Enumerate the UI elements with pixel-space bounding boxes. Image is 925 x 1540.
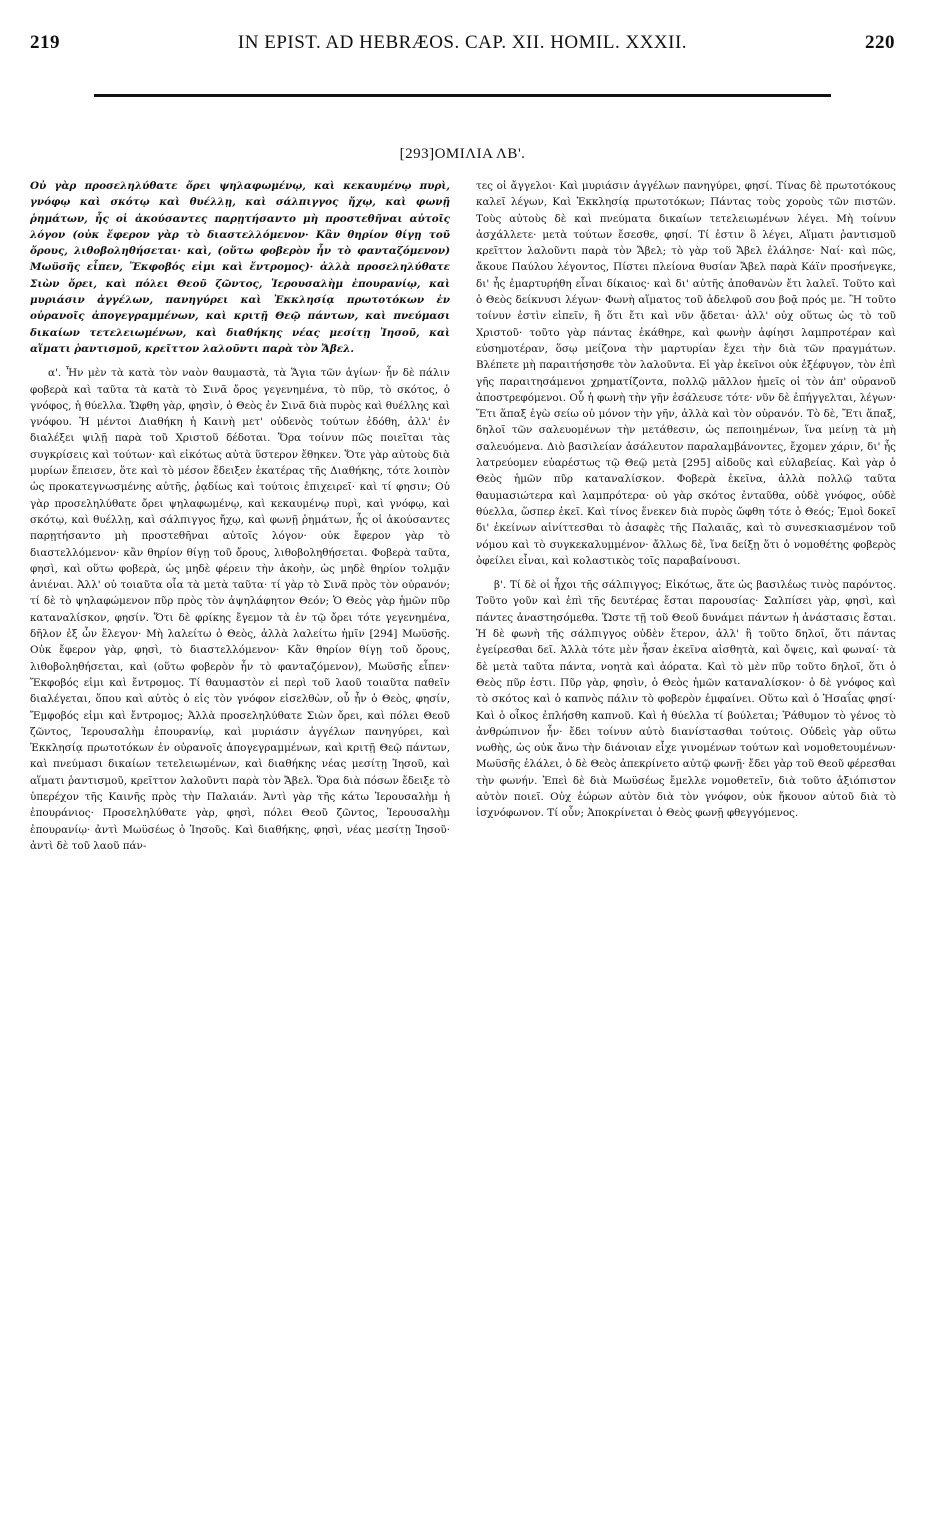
homily-title: ΟΜΙΛΙΑ ΛΒ'. bbox=[434, 146, 526, 162]
scripture-lemma: Οὐ γὰρ προσεληλύθατε ὄρει ψηλαφωμένῳ, καὶ κεκαυμένῳ πυρὶ, γνόφῳ καὶ σκότῳ καὶ θυέλλῃ, καὶ σάλπιγγος ἤχῳ, καὶ φωνῇ ῥημάτων, ἧς οἱ ἀκούσαντες παρῃτήσαντο μὴ προστεθῆναι αὐτοῖς λόγον (οὐκ ἔφερον γὰρ τὸ διαστελλόμενον· Κἂν θηρίον θίγῃ τοῦ ὄρους, λιθοβοληθήσεται· καὶ, (οὕτω φοβερὸν ἦν τὸ φανταζόμενον) Μωϋσῆς εἶπεν, Ἔκφοβός εἰμι καὶ ἔντρομος)· ἀλλὰ προσεληλύθατε Σιὼν ὄρει, καὶ πόλει Θεοῦ ζῶντος, Ἱερουσαλὴμ ἐπουρανίῳ, καὶ μυριάσιν ἀγγέλων, πανηγύρει καὶ Ἐκκλησίᾳ πρωτοτόκων ἐν οὐρανοῖς ἀπογεγραμμένων, καὶ κριτῇ Θεῷ πάντων, καὶ πνεύμασι δικαίων τετελειωμένων, καὶ διαθήκης νέας μεσίτῃ Ἰησοῦ, καὶ αἵματι ῥαντισμοῦ, κρεῖττον λαλοῦντι παρὰ τὸν Ἄβελ. bbox=[30, 180, 450, 355]
right-column bbox=[476, 178, 896, 822]
section-alpha: α'. Ἦν μὲν τὰ κατὰ τὸν ναὸν θαυμαστὰ, τὰ Ἅγια τῶν ἁγίων· ἦν δὲ πάλιν φοβερὰ καὶ ταῦτα τὰ κατὰ τὸ Σινᾶ ὄρος γεγενημένα, τὸ πῦρ, τὸ σκότος, ὁ γνόφος, ἡ θύελλα. Ὤφθη γὰρ, φησὶν, ὁ Θεὸς ἐν Σινᾶ διὰ πυρὸς καὶ θυέλλης καὶ γνόφου. Ἡ μέντοι Διαθήκη ἡ Καινὴ μετ' οὐδενὸς τούτων ἐδόθη, ἀλλ' ἐν διαλέξει ψιλῇ παρὰ τοῦ Χριστοῦ δέδοται. Ὅρα τοίνυν πῶς ποιεῖται τὰς συγκρίσεις καὶ τούτων· καὶ εἰκότως αὐτὰ ὕστερον ἔθηκεν. Ὅτε γὰρ αὐτοὺς διὰ μυρίων ἔπεισεν, ὅτε καὶ τὸ μέσον ἔδειξεν ἑκατέρας τῆς Διαθήκης, τότε λοιπὸν ὡς προκατεγνωσμένης αὐτῆς, ῥᾳδίως καὶ τούτοις ἐπιχειρεῖ· καὶ τί φησιν; Οὐ γὰρ προσεληλύθατε ὄρει ψηλαφωμένῳ, καὶ κεκαυμένῳ πυρὶ, καὶ γνόφῳ, καὶ σκότῳ, καὶ θυέλλῃ, καὶ σάλπιγγος ἤχῳ, καὶ φωνῇ ῥημάτων, ἧς οἱ ἀκούσαντες παρῃτήσαντο μὴ προστεθῆναι αὐτοῖς λόγον· οὐκ ἔφερον γὰρ τὸ διαστελλόμενον· κἂν θηρίον θίγῃ τοῦ ὄρους, λιθοβοληθήσεται. Φοβερὰ ταῦτα, φησὶ, καὶ οὕτω φοβερὰ, ὡς μηδὲ φέρειν τὴν ἀκοὴν, ὡς μηδὲ θηρίον τολμᾷν ἀνιέναι. Ἀλλ' οὐ τοιαῦτα οἷα τὰ μετὰ ταῦτα· τί γὰρ τὸ Σινᾶ πρὸς τὸν οὐρανόν; τί δὲ τὸ ψηλαφώμενον πῦρ πρὸς τὸν ἀψηλάφητον Θεόν; Ὁ Θεὸς γὰρ ἡμῶν πῦρ καταναλίσκον, φησίν. Ὅτι δὲ φρίκης ἔγεμον τὰ ἐν τῷ ὄρει τότε γεγενημένα, δῆλον ἐξ ὧν ἔλεγον· Μὴ λαλείτω ὁ Θεὸς, ἀλλὰ λαλείτω ἡμῖν [294] Μωϋσῆς. Οὐκ ἔφερον γὰρ, φησὶ, τὸ διαστελλόμενον· Κἂν θηρίον θίγῃ τοῦ ὄρους, λιθοβοληθήσεται, καὶ (οὕτω φοβερὸν ἦν τὸ φανταζόμενον), Μωϋσῆς εἶπεν· Ἔκφοβός εἰμι καὶ ἔντρομος. Τί θαυμαστὸν εἰ περὶ τοῦ λαοῦ τοιαῦτα παθεῖν διαλέγεται, ὅπου καὶ αὐτὸς ὁ εἰς τὸν γνόφον εἰσελθὼν, οὗ ἦν ὁ Θεὸς, φησίν, Ἔμφοβός εἰμι καὶ ἔντρομος; Ἀλλὰ προσεληλύθατε Σιὼν ὄρει, καὶ πόλει Θεοῦ ζῶντος, Ἱερουσαλὴμ ἐπουρανίῳ, καὶ μυριάσιν ἀγγέλων πανηγύρει, καὶ Ἐκκλησίᾳ πρωτοτόκων ἐν οὐρανοῖς ἀπογεγραμμένων, καὶ κριτῇ Θεῷ πάντων, καὶ πνεύμασι δικαίων τετελειωμένων, καὶ διαθήκης νέας μεσίτῃ Ἰησοῦ, καὶ αἵματι ῥαντισμοῦ, κρεῖττον λαλοῦντι παρὰ τὸν Ἄβελ. Ὅρα διὰ πόσων ἔδειξε τὸ ὑπερέχον τῆς Καινῆς πρὸς τὴν Παλαιάν. Ἀντὶ γὰρ τῆς κάτω Ἱερουσαλὴμ ἡ ἐπουράνιος· Προσεληλύθατε γὰρ, φησὶ, πόλει Θεοῦ ζῶντος, Ἱερουσαλὴμ ἐπουρανίῳ· ἀντὶ Μωϋσέως ὁ Ἰησοῦς. Καὶ διαθήκης, φησὶ, νέας μεσίτῃ Ἰησοῦ· ἀντὶ δὲ τοῦ λαοῦ πάν- bbox=[30, 367, 450, 852]
running-header bbox=[30, 32, 895, 62]
homily-heading bbox=[0, 146, 925, 163]
left-column bbox=[30, 178, 450, 854]
section-beta: β'. Τί δὲ οἱ ἦχοι τῆς σάλπιγγος; Εἰκότως, ἅτε ὡς βασιλέως τινὸς παρόντος. Τοῦτο γοῦν καὶ ἐπὶ τῆς δευτέρας ἔσται παρουσίας· Σαλπίσει γὰρ, φησὶ, καὶ πάντες ἀναστησόμεθα. Ὥστε τῇ τοῦ Θεοῦ δυνάμει πάντων ἡ ἀνάστασις ἔσται. Ἡ δὲ φωνὴ τῆς σάλπιγγος οὐδὲν ἕτερον, ἀλλ' ἢ τοῦτο δηλοῖ, ὅτι πάντας ἐγείρεσθαι δεῖ. Ἀλλὰ τότε μὲν ἦσαν ἐκεῖνα αἰσθητὰ, καὶ ὄψεις, καὶ φωναί· τὰ δὲ μετὰ ταῦτα πάντα, νοητὰ καὶ ἀόρατα. Καὶ τὸ μὲν πῦρ τοῦτο δηλοῖ, ὅτι ὁ Θεὸς πῦρ ἐστι. Πῦρ γὰρ, φησὶν, ὁ Θεὸς ἡμῶν καταναλίσκον· ὁ δὲ γνόφος καὶ τὸ σκότος καὶ ὁ καπνὸς πάλιν τὸ φοβερὸν ἐμφαίνει. Οὕτω καὶ ὁ Ἡσαΐας φησί· Καὶ ὁ οἶκος ἐπλήσθη καπνοῦ. Καὶ ἡ θύελλα τί βούλεται; Ῥάθυμον τὸ γένος τὸ ἀνθρώπινον ἦν· ἔδει τοίνυν αὐτὸ διανίστασθαι τούτοις. Οὐδεὶς γὰρ οὕτω νωθὴς, ὡς οὐκ ἄνω τὴν διάνοιαν εἶχε γινομένων τούτων καὶ νομοθετουμένων· Μωϋσῆς ἐλάλει, ὁ δὲ Θεὸς ἀπεκρίνετο αὐτῷ φωνῇ· ἔδει γὰρ τοῦ Θεοῦ φέρεσθαι τὴν φωνήν. Ἐπεὶ δὲ διὰ Μωϋσέως ἔμελλε νομοθετεῖν, διὰ τοῦτο ἀξιόπιστον αὐτὸν ποιεῖ. Οὐχ ἑώρων αὐτὸν διὰ τὸν γνόφον, οὐκ ἤκουον αὐτοῦ διὰ τὸ ἰσχνόφωνον. Τί οὖν; Ἀποκρίνεται ὁ Θεὸς φωνῇ φθεγγόμενος. bbox=[476, 579, 896, 820]
continuation-paragraph: τες οἱ ἄγγελοι· Καὶ μυριάσιν ἀγγέλων πανηγύρει, φησί. Τίνας δὲ πρωτοτόκους καλεῖ λέγων, Καὶ Ἐκκλησίᾳ πρωτοτόκων; Πάντας τοὺς χοροὺς τῶν πιστῶν. Τοὺς αὐτοὺς δὲ καὶ πνεύματα δικαίων τετελειωμένων λέγει. Μὴ τοίνυν ἀσχάλλετε· μετὰ τούτων ἔσεσθε, φησί. Τί ἐστιν ὃ λέγει, Αἵματι ῥαντισμοῦ κρεῖττον λαλοῦντι παρὰ τὸν Ἄβελ; τὸ γὰρ τοῦ Ἄβελ ἐλάλησε· Ναί· καὶ πῶς, ἄκουε Παύλου λέγοντος, Πίστει πλείονα θυσίαν Ἄβελ παρὰ Κάϊν προσήνεγκε, δι' ἧς ἐμαρτυρήθη εἶναι δίκαιος· καὶ δι' αὐτῆς ἀποθανὼν ἔτι λαλεῖ. Τοῦτο καὶ ὁ Θεὸς δείκνυσι λέγων· Φωνὴ αἵματος τοῦ ἀδελφοῦ σου βοᾷ πρός με. Ἢ τοῦτο τοίνυν ἐστὶν εἰπεῖν, ἢ ὅτι ἔτι καὶ νῦν ᾄδεται· ἀλλ' οὐχ οὕτως ὡς τὸ τοῦ Χριστοῦ· τοῦτο γὰρ πάντας ἐκάθηρε, καὶ φωνὴν ἀφίησι λαμπροτέραν καὶ εὐσημοτέραν, ὅσῳ μείζονα τὴν μαρτυρίαν ἔχει τὴν διὰ τῶν πραγμάτων. Βλέπετε μὴ παραιτήσησθε τὸν λαλοῦντα. Εἰ γὰρ ἐκεῖνοι οὐκ ἐξέφυγον, τὸν ἐπὶ γῆς παραιτησάμενοι χρηματίζοντα, πολλῷ μᾶλλον ἡμεῖς οἱ τὸν ἀπ' οὐρανοῦ ἀποστρεφόμενοι. Οὗ ἡ φωνὴ τὴν γῆν ἐσάλευσε τότε· νῦν δὲ ἐπήγγελται, λέγων· Ἔτι ἅπαξ ἐγὼ σείω οὐ μόνον τὴν γῆν, ἀλλὰ καὶ τὸν οὐρανόν. Τὸ δὲ, Ἔτι ἅπαξ, δηλοῖ τῶν σαλευομένων τὴν μετάθεσιν, ὡς πεποιημένων, ἵνα μείνῃ τὰ μὴ σαλευόμενα. Διὸ βασιλείαν ἀσάλευτον παραλαμβάνοντες, ἔχομεν χάριν, δι' ἧς λατρεύομεν εὐαρέστως τῷ Θεῷ μετὰ [295] αἰδοῦς καὶ εὐλαβείας. Καὶ γὰρ ὁ Θεὸς ἡμῶν πῦρ καταναλίσκον. Φοβερὰ ἐκεῖνα, ἀλλὰ πολλῷ ταῦτα θαυμασιώτερα καὶ λαμπρότερα· οὐ γὰρ σκότος ἐνταῦθα, οὐδὲ γνόφος, οὐδὲ θύελλα, ὥσπερ ἐκεῖ. Καὶ τίνος ἕνεκεν διὰ πυρὸς ὤφθη τότε ὁ Θεός; Ἐμοὶ δοκεῖ δι' ἐκείνων αἰνίττεσθαι τὸ ἀσαφὲς τῆς Παλαιᾶς, καὶ τὸ συνεσκιασμένον τοῦ νόμου καὶ τὸ συγκεκαλυμμένον· ἄλλως δὲ, ἵνα δείξῃ ὅτι ὁ νομοθέτης φοβερὸς ὀφείλει εἶναι, καὶ κολαστικὸς τοῖς παραβαίνουσι. bbox=[476, 180, 896, 567]
running-title: IN EPIST. AD HEBRÆOS. CAP. XII. HOMIL. XXXII. bbox=[237, 32, 688, 53]
page-number-left: 219 bbox=[30, 32, 60, 53]
header-rule bbox=[94, 94, 831, 97]
homily-reference: [293] bbox=[399, 146, 435, 162]
page-number-right: 220 bbox=[864, 32, 895, 53]
